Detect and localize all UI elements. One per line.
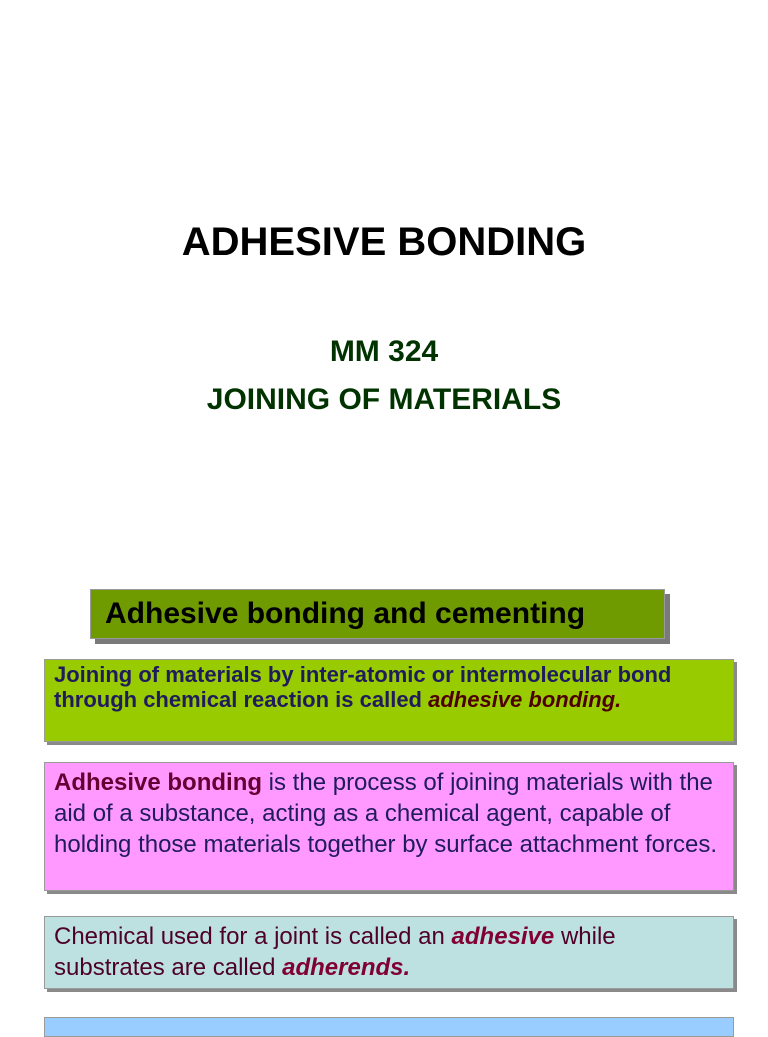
terms-text-2: while substrates are called — [54, 923, 616, 981]
process-text: is the process of joining materials with the aid of a substance, acting as a chemical agent, capable of holding those materials together by surface attachment forces. — [54, 769, 718, 858]
definition-box — [44, 659, 734, 742]
definition-text: Joining of materials by inter-atomic or intermolecular bond through chemical reaction is called — [54, 662, 672, 712]
terms-box — [44, 916, 734, 989]
course-name: JOINING OF MATERIALS — [206, 383, 562, 416]
definition-emphasis: adhesive bonding. — [428, 687, 622, 712]
section-heading: Adhesive bonding and cementing — [90, 589, 665, 639]
course-code: MM 324 — [329, 335, 439, 368]
terms-text-1: Chemical used for a joint is called an — [54, 923, 452, 950]
process-box — [44, 762, 734, 891]
next-box-partial — [44, 1017, 734, 1037]
slide-title: ADHESIVE BONDING — [181, 220, 587, 264]
term-adherends: adherends. — [282, 954, 411, 981]
term-adhesive: adhesive — [451, 923, 555, 950]
process-lead: Adhesive bonding — [54, 769, 263, 796]
